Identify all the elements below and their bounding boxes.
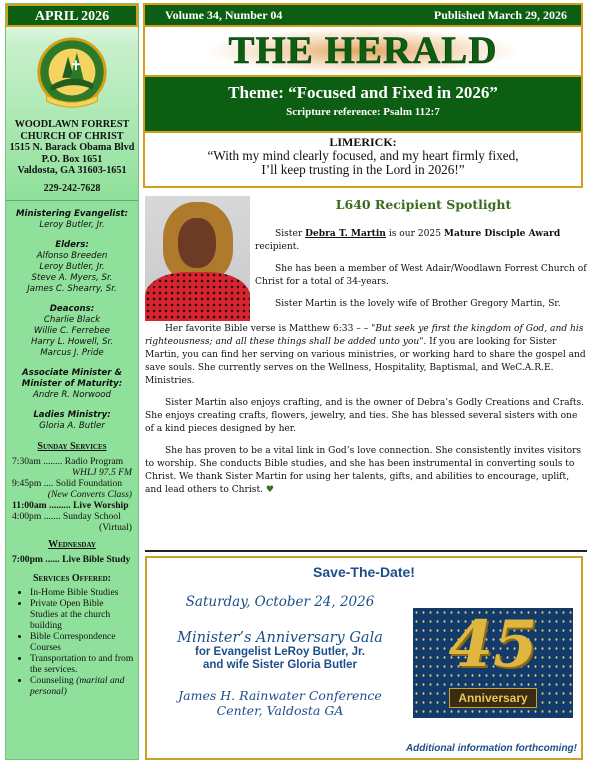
honoree: and wife Sister Gloria Butler [202, 659, 357, 671]
service-line: 9:45pm .... Solid Foundation [12, 477, 123, 489]
church-logo [33, 35, 111, 113]
wednesday-heading: Wednesday [48, 538, 96, 550]
issue-month: APRIL 2026 [6, 4, 138, 27]
wednesday-service: 7:00pm ...... Live Bible Study [12, 553, 131, 565]
service-note: (New Converts Class) [47, 488, 132, 500]
staff-title: Elders: [55, 239, 89, 250]
text: Sister [275, 229, 306, 239]
city: Valdosta, GA 31603-1651 [17, 165, 127, 176]
staff-name: Steve A. Myers, Sr. [31, 272, 113, 283]
paragraph: Sister Martin also enjoys crafting, and is the owner of Debra’s Godly Creations and Crafts. She enjoys creating crafts, flowers, jewelry, and ties. She has blessed several sisters with one of a kind pieces designed by her. [145, 398, 585, 434]
staff-name: Gloria A. Butler [39, 420, 105, 431]
recipient-photo [145, 196, 250, 321]
honoree: for Evangelist LeRoy Butler, Jr. [195, 646, 365, 658]
recipient-name: Debra T. Martin [305, 228, 386, 239]
venue: Center, Valdosta GA [216, 703, 344, 718]
published-date: Published March 29, 2026 [433, 7, 567, 22]
sunday-services-heading: Sunday Services [37, 440, 107, 452]
staff-title: Ladies Ministry: [33, 409, 111, 420]
text: Her favorite Bible verse is Matthew 6:33 – – [165, 324, 372, 334]
service-line: 4:00pm ....... Sunday School [12, 510, 121, 522]
newsletter-title [143, 27, 583, 77]
sunday-services [6, 456, 138, 533]
staff-name: James C. Shearry, Sr. [27, 283, 117, 294]
list-item: • Transportation to and from the services. [30, 653, 134, 675]
staff-name: Charlie Black [43, 314, 101, 325]
limerick-line: I’ll keep trusting in the Lord in 2026!” [261, 162, 465, 177]
sidebar [5, 3, 139, 760]
text: recipient. [255, 242, 300, 252]
po-box: P.O. Box 1651 [41, 153, 103, 165]
counseling: Counseling [30, 674, 74, 686]
staff-name: Alfonso Breeden [36, 250, 108, 261]
service-note: (Virtual) [99, 521, 132, 533]
save-the-date [145, 556, 583, 760]
list-item: • In-Home Bible Studies [30, 587, 134, 598]
staff-name: Leroy Butler, Jr. [39, 219, 105, 230]
anniversary-number: 45 [448, 608, 538, 682]
theme: Theme: “Focused and Fixed in 2026” [228, 83, 498, 102]
event-date: Saturday, October 24, 2026 [185, 594, 375, 610]
staff-title: Associate Minister & [22, 367, 122, 378]
bible-verse: "But seek ye first the kingdom of God, and his righteousness; and all these things shall be added unto you" [145, 324, 584, 347]
church-name-2: CHURCH OF CHRIST [20, 130, 124, 142]
service-line: 11:00am ......... Live Worship [12, 499, 129, 511]
recipient-spotlight [145, 192, 587, 552]
masthead [143, 3, 583, 188]
staff-name: Harry L. Howell, Sr. [30, 336, 114, 347]
staff-name: Willie C. Ferrebee [33, 325, 111, 336]
list-item [30, 675, 134, 697]
scripture-reference: Scripture reference: Psalm 112:7 [286, 106, 440, 118]
paragraph: Sister Martin is the lovely wife of Brother Gregory Martin, Sr. [275, 299, 561, 309]
event-details [155, 594, 405, 718]
staff-name: Marcus J. Pride [40, 347, 104, 358]
church-address [6, 119, 138, 177]
volume-number: Volume 34, Number 04 [165, 7, 283, 22]
limerick-label: LIMERICK: [329, 135, 397, 149]
event-name: Minister’s Anniversary Gala [177, 630, 383, 646]
phone: 229-242-7628 [43, 182, 101, 194]
text: is our 2025 [385, 229, 444, 239]
paragraph: She has been a member of West Adair/Woodlawn Forrest Church of Christ for a total of 34-years. [255, 264, 587, 287]
church-name-1: WOODLAWN FORREST [14, 119, 130, 130]
service-note: WHLJ 97.5 FM [72, 466, 132, 478]
anniversary-image [413, 608, 573, 718]
text: She has proven to be a vital link in God’s love connection. She consistently invites visitors to worship. She conducts Bible studies, and she has been instrumental in converting souls to Christ. We thank Sister Martin for using her talents, gifts, and abilities to encourage, uplift, and lead others to Christ. [145, 446, 582, 495]
theme-bar [143, 77, 583, 133]
list-item: • Bible Correspondence Courses [30, 631, 134, 653]
services-offered-list [6, 587, 138, 697]
staff-title: Ministering Evangelist: [16, 208, 128, 219]
staff-name: Leroy Butler, Jr. [39, 261, 105, 272]
street: 1515 N. Barack Obama Blvd [9, 142, 135, 153]
issue-bar [143, 3, 583, 27]
counseling-note: (marital and personal) [30, 674, 125, 697]
limerick-line: “With my mind clearly focused, and my heart firmly fixed, [207, 148, 519, 163]
staff-list [6, 201, 138, 432]
title-text: THE HERALD [228, 29, 498, 72]
award-name: Mature Disciple Award [443, 228, 561, 239]
save-date-heading: Save-The-Date! [313, 564, 415, 580]
limerick [143, 133, 583, 188]
staff-title: Minister of Maturity: [21, 378, 123, 389]
anniversary-ribbon: Anniversary [449, 688, 537, 708]
venue: James H. Rainwater Conference [178, 688, 382, 703]
services-offered-heading: Services Offered: [32, 572, 112, 584]
church-info [6, 4, 138, 201]
spotlight-heading: L640 Recipient Spotlight [335, 197, 512, 212]
staff-name: Andre R. Norwood [33, 389, 111, 400]
staff-title: Deacons: [49, 303, 95, 314]
service-line: 7:30am ........ Radio Program [12, 455, 124, 467]
additional-info: Additional information forthcoming! [405, 743, 577, 754]
list-item: • Private Open Bible Studies at the church building [30, 598, 134, 631]
heart-icon: ♥ [265, 485, 275, 495]
text: . If you are looking for Sister Martin, you can find her serving on various ministries, or working hard to share the gospel and save souls. She currently serves on the Wellness, Hospitality, Baptismal, and WeC.A.R.E. Ministries. [145, 337, 586, 386]
